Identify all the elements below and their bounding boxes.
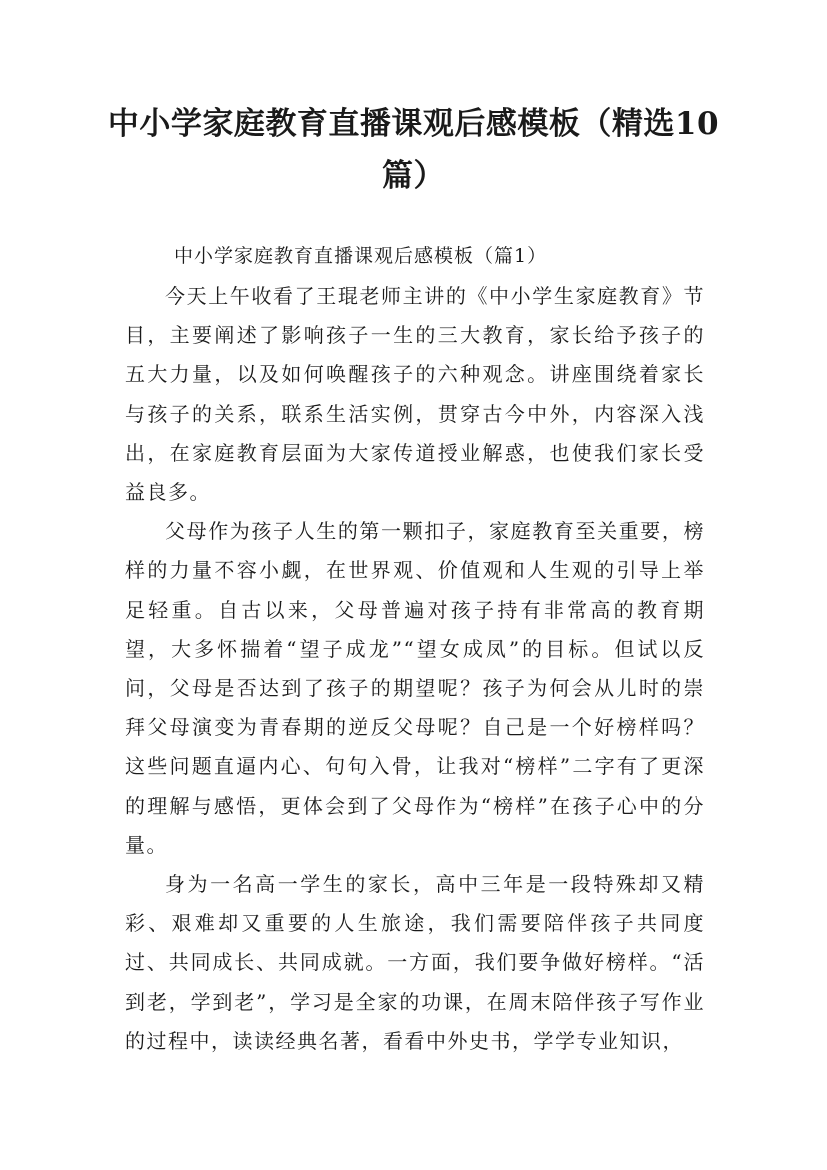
paragraph-1: 今天上午收看了王琨老师主讲的《中小学生家庭教育》节目，主要阐述了影响孩子一生的三大教育，家长给予孩子的五大力量，以及如何唤醒孩子的六种观念。讲座围绕着家长与孩子的关系，联系生活实例，贯穿古今中外，内容深入浅出，在家庭教育层面为大家传道授业解惑，也使我们家长受益良多。 — [125, 284, 705, 505]
document-body — [125, 277, 705, 1061]
section-heading: 中小学家庭教育直播课观后感模板（篇1） — [174, 245, 548, 267]
document-title: 中小学家庭教育直播课观后感模板（精选10篇） — [107, 106, 720, 194]
paragraph-3: 身为一名高一学生的家长，高中三年是一段特殊却又精彩、艰难却又重要的人生旅途，我们需要陪伴孩子共同度过、共同成长、共同成就。一方面，我们要争做好榜样。“活到老，学到老”，学习是全家的功课，在周末陪伴孩子写作业的过程中，读读经典名著，看看中外史书，学学专业知识， — [125, 872, 705, 1053]
paragraph-2: 父母作为孩子人生的第一颗扣子，家庭教育至关重要，榜样的力量不容小觑，在世界观、价值观和人生观的引导上举足轻重。自古以来，父母普遍对孩子持有非常高的教育期望，大多怀揣着“望子成龙”“望女成凤”的目标。但试以反问，父母是否达到了孩子的期望呢？孩子为何会从儿时的崇拜父母演变为青春期的逆反父母呢？自己是一个好榜样吗？这些问题直逼内心、句句入骨，让我对“榜样”二字有了更深的理解与感悟，更体会到了父母作为“榜样”在孩子心中的分量。 — [125, 519, 705, 857]
